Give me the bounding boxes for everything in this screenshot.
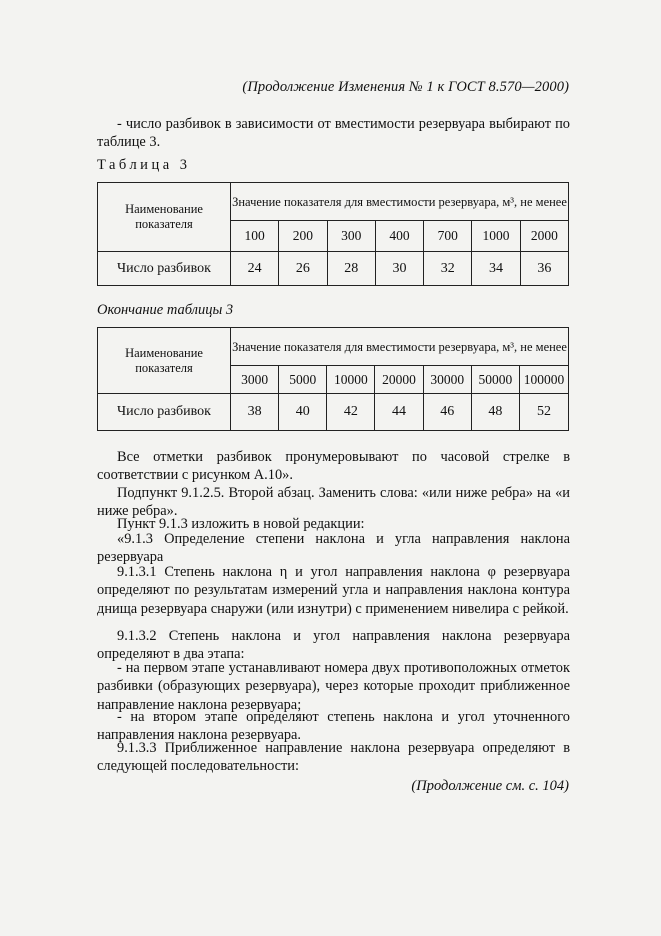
- body-paragraph: 9.1.3.1 Степень наклона η и угол направления наклона φ резервуара определяют по результатам измерений угла и направления наклона контура днища резервуара снаружи (или изнутри) с применением нивелира с рейкой.: [97, 564, 570, 617]
- table-2-row-label: Число разбивок: [98, 394, 231, 431]
- table-2-capacity: 20000: [375, 366, 423, 394]
- table-1-value: 28: [327, 252, 375, 286]
- table-2-name-header: Наименование показателя: [98, 328, 231, 394]
- table-2-capacity: 10000: [327, 366, 375, 394]
- page-header: (Продолжение Изменения № 1 к ГОСТ 8.570—2000): [242, 79, 569, 95]
- table-1-value: 36: [520, 252, 568, 286]
- table-1-capacity: 1000: [472, 221, 520, 252]
- body-paragraph: - на первом этапе устанавливают номера двух противоположных отметок разбивки (образующих резервуара), через которые проходит приближенное направление наклона резервуара;: [97, 660, 570, 713]
- table-1-capacity: 100: [231, 221, 279, 252]
- table-2-capacity: 30000: [423, 366, 471, 394]
- table-2-capacity: 100000: [519, 366, 568, 394]
- body-paragraph: Пункт 9.1.3 изложить в новой редакции:: [117, 516, 365, 532]
- table-2-value-header: Значение показателя для вместимости резервуара, м³, не менее: [231, 328, 569, 366]
- table-2-capacity: 5000: [279, 366, 327, 394]
- table-1-capacity: 200: [279, 221, 327, 252]
- intro-paragraph: - число разбивок в зависимости от вместимости резервуара выбирают по таблице 3.: [97, 116, 570, 151]
- table-1-capacity: 300: [327, 221, 375, 252]
- table-1-name-header: Наименование показателя: [98, 183, 231, 252]
- table-2-capacity: 50000: [471, 366, 519, 394]
- table-1-capacity: 400: [375, 221, 423, 252]
- table-1-caption: Таблица 3: [97, 157, 191, 173]
- body-paragraph: Все отметки разбивок пронумеровывают по часовой стрелке в соответствии с рисунком А.10».: [97, 449, 570, 484]
- table-1-value: 30: [375, 252, 423, 286]
- body-paragraph: 9.1.3.2 Степень наклона и угол направления наклона резервуара определяют в два этапа:: [97, 628, 570, 663]
- table-1-value: 34: [472, 252, 520, 286]
- table-1-capacity: 700: [424, 221, 472, 252]
- table-1-value: 32: [424, 252, 472, 286]
- table-2-value: 52: [519, 394, 568, 431]
- table-1-value: 24: [231, 252, 279, 286]
- body-paragraph: «9.1.3 Определение степени наклона и угла направления наклона резервуара: [97, 531, 570, 566]
- table-1: [97, 182, 569, 286]
- table-2-value: 46: [423, 394, 471, 431]
- table-2-value: 40: [279, 394, 327, 431]
- table-2-capacity: 3000: [231, 366, 279, 394]
- body-paragraph: - на втором этапе определяют степень наклона и угол уточненного направления наклона резервуара.: [97, 709, 570, 744]
- body-paragraph: Подпункт 9.1.2.5. Второй абзац. Заменить слова: «или ниже ребра» на «и ниже ребра».: [97, 485, 570, 520]
- table-1-row-label: Число разбивок: [98, 252, 231, 286]
- table-2-caption: Окончание таблицы 3: [97, 302, 234, 318]
- table-1-value-header: Значение показателя для вместимости резервуара, м³, не менее: [231, 183, 569, 221]
- table-2: [97, 327, 569, 431]
- table-1-capacity: 2000: [520, 221, 568, 252]
- table-2-value: 38: [231, 394, 279, 431]
- table-1-value: 26: [279, 252, 327, 286]
- table-2-value: 44: [375, 394, 423, 431]
- table-2-value: 42: [327, 394, 375, 431]
- table-2-value: 48: [471, 394, 519, 431]
- page-footer: (Продолжение см. с. 104): [411, 778, 569, 794]
- body-paragraph: 9.1.3.3 Приближенное направление наклона резервуара определяют в следующей последовательности:: [97, 740, 570, 775]
